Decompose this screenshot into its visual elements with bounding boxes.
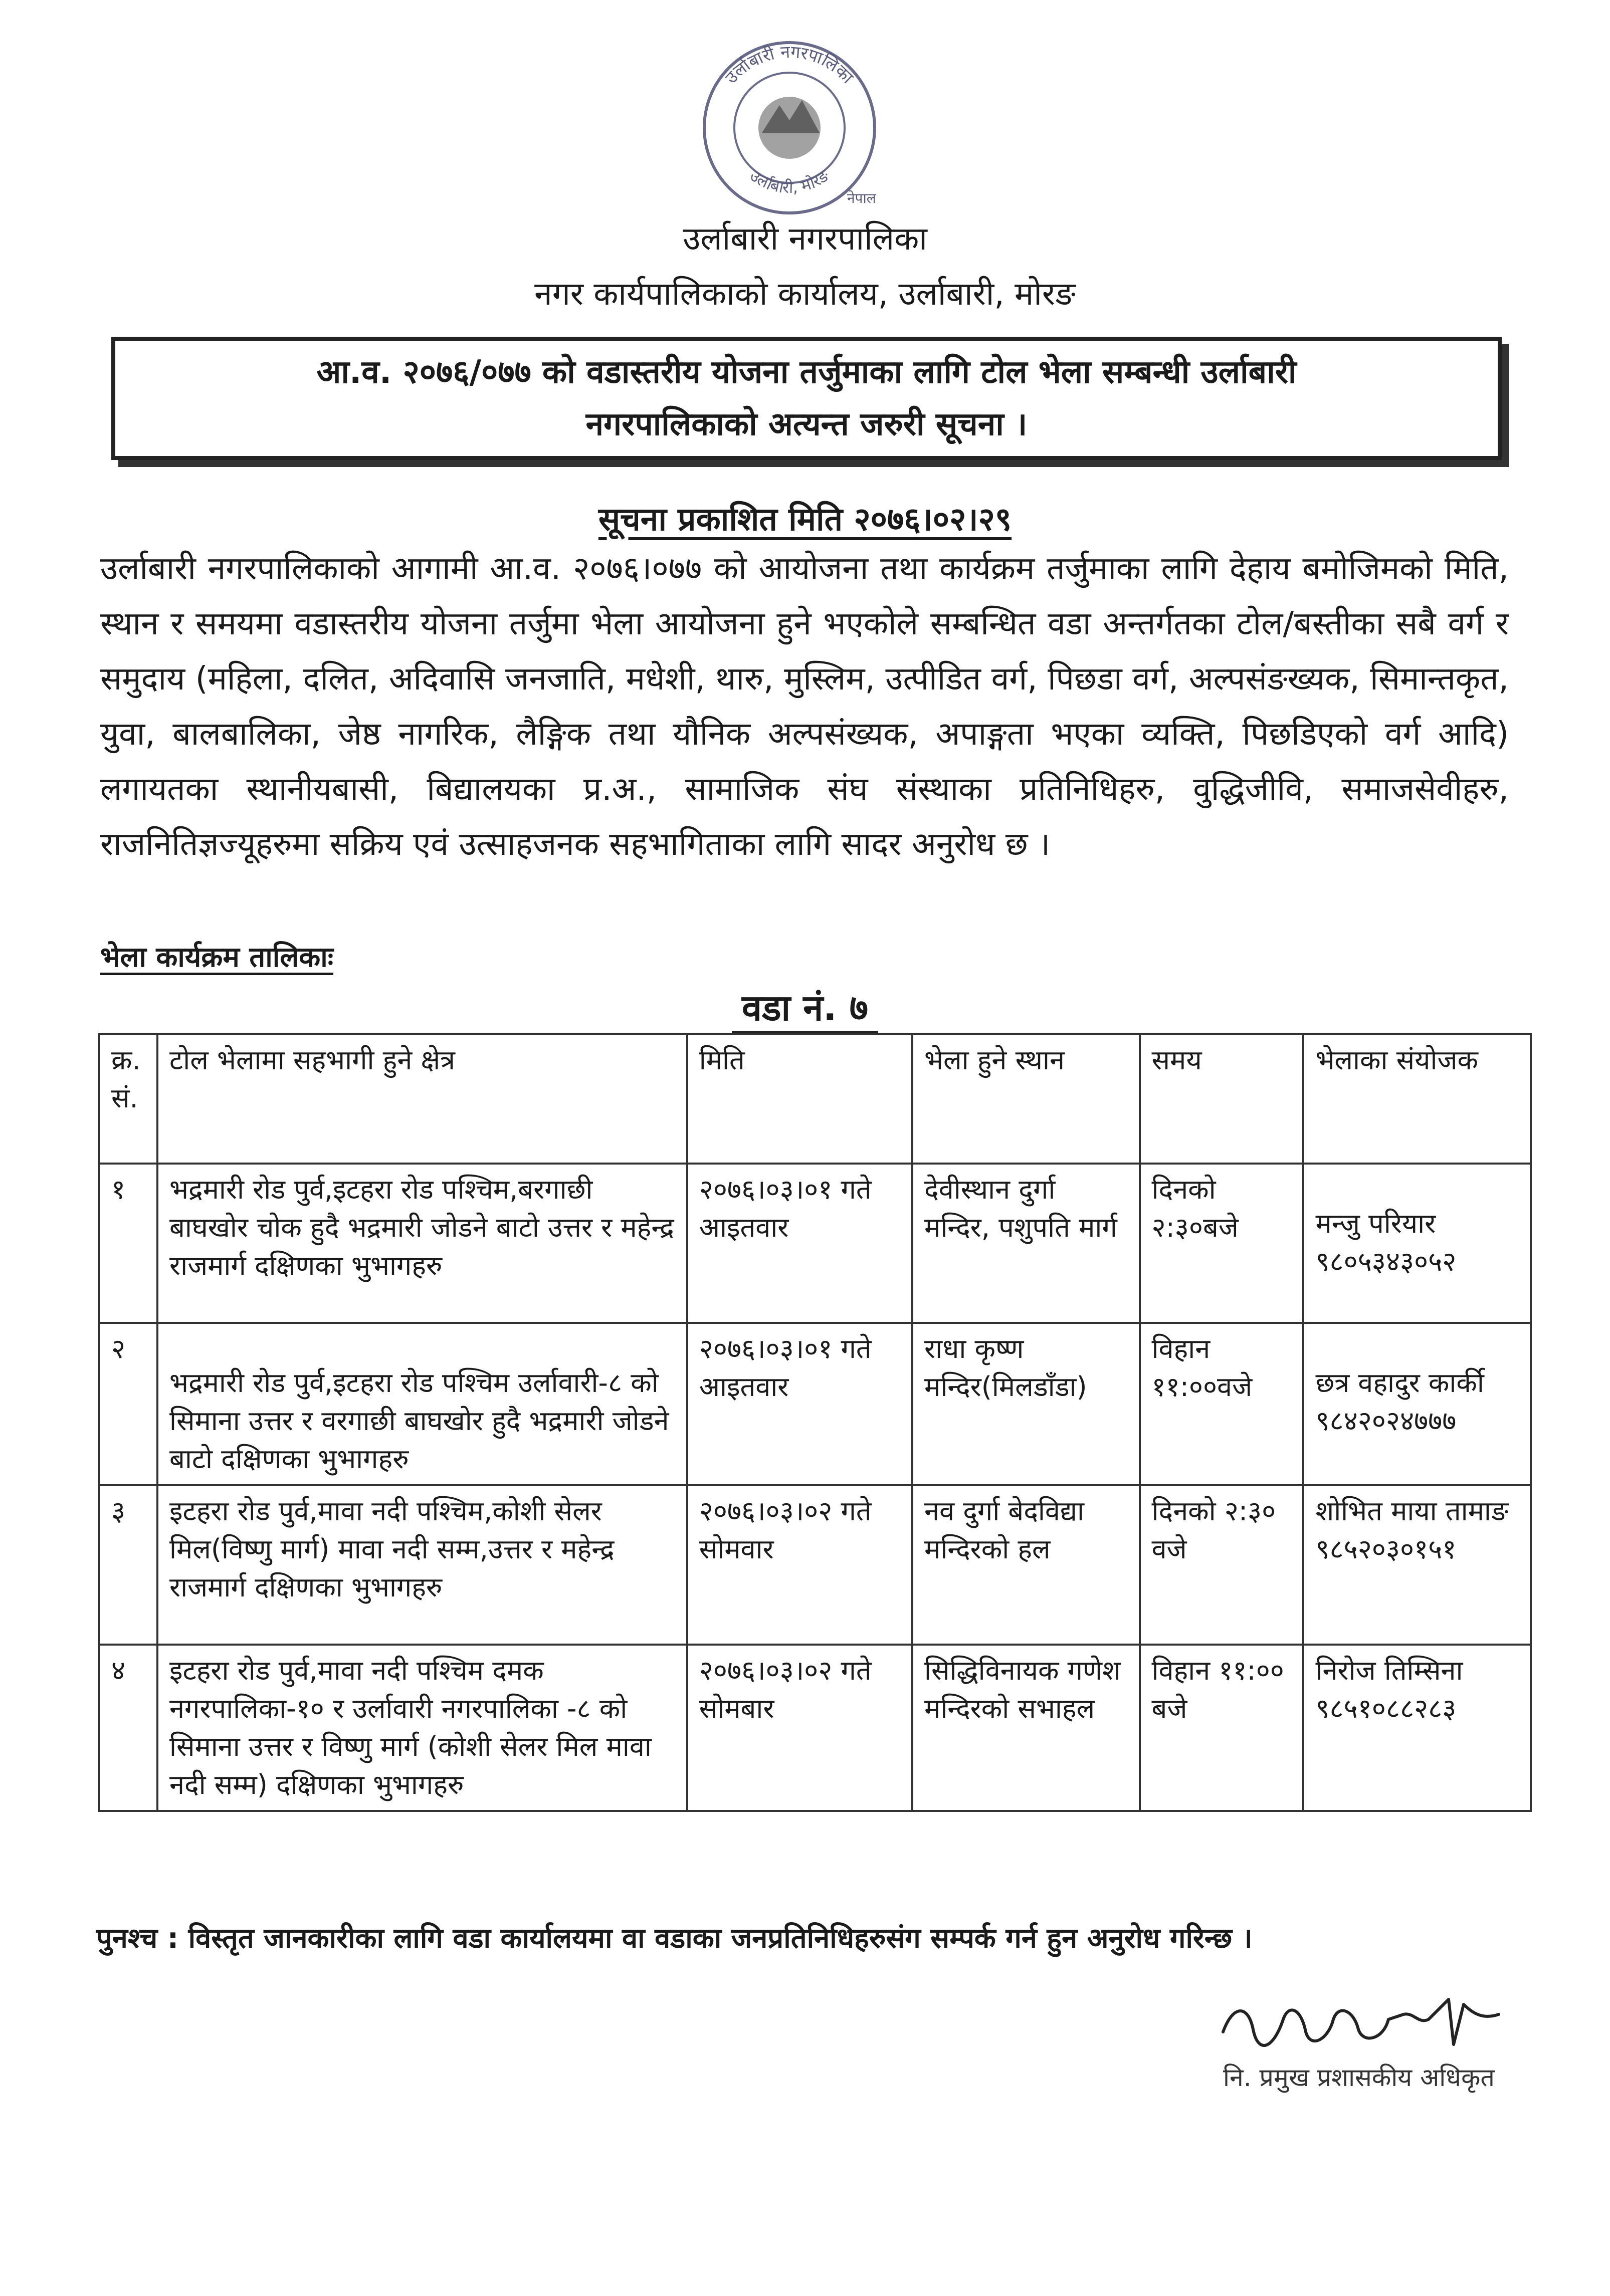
cell-sn: १ <box>99 1164 157 1323</box>
notice-title <box>317 346 1297 450</box>
office-address: नगर कार्यपालिकाको कार्यालय, उर्लाबारी, मोरङ <box>534 276 1076 313</box>
cell-sn: ४ <box>99 1645 157 1811</box>
cell-venue: सिद्धिविनायक गणेश मन्दिरको सभाहल <box>912 1645 1140 1811</box>
ward-label <box>0 982 1610 1031</box>
ward-label-text: वडा नं. ७ <box>732 987 878 1033</box>
signer-title: नि. प्रमुख प्रशासकीय अधिकृत <box>1223 2063 1495 2092</box>
header-sn: क्र. सं. <box>99 1034 157 1164</box>
coordinator-phone: ९८५१०८८२८३ <box>1315 1693 1457 1724</box>
table-row <box>99 1645 1531 1811</box>
cell-time: दिनको २:३० वजे <box>1140 1485 1304 1645</box>
cell-time: दिनको २:३०बजे <box>1140 1164 1304 1323</box>
cell-date: २०७६।०३।०१ गते आइतवार <box>687 1323 912 1485</box>
cell-area: भद्रमारी रोड पुर्व,इटहरा रोड पश्चिम उर्लावारी-८ को सिमाना उत्तर र वरगाछी बाघखोर हुदै भद्रमारी जोडने बाटो दक्षिणका भुभागहरु <box>157 1323 687 1485</box>
published-date <box>0 496 1610 540</box>
cell-coordinator <box>1303 1645 1531 1811</box>
cell-venue: देवीस्थान दुर्गा मन्दिर, पशुपति मार्ग <box>912 1164 1140 1323</box>
header-time: समय <box>1140 1034 1304 1164</box>
cell-coordinator <box>1303 1485 1531 1645</box>
header-coordinator: भेलाका संयोजक <box>1303 1034 1531 1164</box>
seal-text-country: नेपाल <box>847 190 876 206</box>
cell-area: इटहरा रोड पुर्व,मावा नदी पश्चिम,कोशी सेलर मिल(विष्णु मार्ग) मावा नदी सम्म,उत्तर र महेन्द्र राजमार्ग दक्षिणका भुभागहरु <box>157 1485 687 1645</box>
seal-text-bottom: उर्लाबारी, मोरङ <box>746 166 833 197</box>
header-venue: भेला हुने स्थान <box>912 1034 1140 1164</box>
coordinator-name: छत्र वहादुर कार्की <box>1315 1367 1484 1399</box>
cell-venue: नव दुर्गा बेदविद्या मन्दिरको हल <box>912 1485 1140 1645</box>
cell-area: भद्रमारी रोड पुर्व,इटहरा रोड पश्चिम,बरगाछी बाघखोर चोक हुदै भद्रमारी जोडने बाटो उत्तर र महेन्द्र राजमार्ग दक्षिणका भुभागहरु <box>157 1164 687 1323</box>
cell-area: इटहरा रोड पुर्व,मावा नदी पश्चिम दमक नगरपालिका-१० र उर्लावारी नगरपालिका -८ को सिमाना उत्तर र विष्णु मार्ग (कोशी सेलर मिल मावा नदी सम्म) दक्षिणका भुभागहरु <box>157 1645 687 1811</box>
schedule-table <box>98 1033 1532 1812</box>
schedule-label: भेला कार्यक्रम तालिकाः <box>100 941 334 974</box>
seal-text-top: उर्लाबारी नगरपालिका <box>721 42 858 88</box>
signature-icon <box>1213 1984 1514 2059</box>
table-row <box>99 1485 1531 1645</box>
cell-sn: ३ <box>99 1485 157 1645</box>
table-row <box>99 1323 1531 1485</box>
cell-date: २०७६।०३।०२ गते सोमवार <box>687 1485 912 1645</box>
coordinator-name: मन्जु परियार <box>1315 1208 1436 1239</box>
table-row <box>99 1164 1531 1323</box>
notice-title-line-2: नगरपालिकाको अत्यन्त जरुरी सूचना । <box>585 406 1028 443</box>
cell-sn: २ <box>99 1323 157 1485</box>
header-area: टोल भेलामा सहभागी हुने क्षेत्र <box>157 1034 687 1164</box>
seal-graphic <box>682 30 897 220</box>
published-date-text: सूचना प्रकाशित मिति २०७६।०२।२९ <box>598 501 1012 538</box>
municipal-seal-icon <box>682 30 897 220</box>
org-name: उर्लाबारी नगरपालिका <box>683 220 927 258</box>
cell-date: २०७६।०३।०१ गते आइतवार <box>687 1164 912 1323</box>
cell-coordinator <box>1303 1164 1531 1323</box>
header-date: मिति <box>687 1034 912 1164</box>
notice-title-box <box>111 337 1502 460</box>
notice-title-line-1: आ.व. २०७६/०७७ को वडास्तरीय योजना तर्जुमाका लागि टोल भेला सम्बन्धी उर्लाबारी <box>316 354 1297 391</box>
table-header-row <box>99 1034 1531 1164</box>
cell-coordinator <box>1303 1323 1531 1485</box>
signature-graphic <box>1213 1984 1514 2059</box>
cell-date: २०७६।०३।०२ गते सोमबार <box>687 1645 912 1811</box>
cell-venue: राधा कृष्ण मन्दिर(मिलडाँडा) <box>912 1323 1140 1485</box>
cell-time: विहान ११:०० बजे <box>1140 1645 1304 1811</box>
coordinator-phone: ९८०५३४३०५२ <box>1315 1246 1457 1277</box>
postscript: पुनश्च : विस्तृत जानकारीका लागि वडा कार्यालयमा वा वडाका जनप्रतिनिधिहरुसंग सम्पर्क गर्न हुन अनुरोध गरिन्छ । <box>96 1922 1253 1955</box>
coordinator-name: निरोज तिम्सिना <box>1315 1655 1463 1686</box>
coordinator-phone: ९८५२०३०१५१ <box>1315 1533 1457 1565</box>
coordinator-name: शोभित माया तामाङ <box>1315 1495 1509 1527</box>
cell-time: विहान ११:००वजे <box>1140 1323 1304 1485</box>
coordinator-phone: ९८४२०२४७७७ <box>1315 1405 1457 1437</box>
notice-body: उर्लाबारी नगरपालिकाको आगामी आ.व. २०७६।०७७ को आयोजना तथा कार्यक्रम तर्जुमाका लागि देहाय बमोजिमको मिति, स्थान र समयमा वडास्तरीय योजना तर्जुमा भेला आयोजना हुने भएकोले सम्बन्धित वडा अन्तर्गतका टोल/बस्तीका सबै वर्ग र समुदाय (महिला, दलित, अदिवासि जनजाति, मधेशी, थारु, मुस्लिम, उत्पीडित वर्ग, पिछडा वर्ग, अल्पसंङख्यक, सिमान्तकृत, युवा, बालबालिका, जेष्ठ नागरिक, लैङ्गिक तथा यौनिक अल्पसंख्यक, अपाङ्गता भएका व्यक्ति, पिछडिएको वर्ग आदि) लगायतका स्थानीयबासी, बिद्यालयका प्र.अ., सामाजिक संघ संस्थाका प्रतिनिधिहरु, वुद्धिजीवि, समाजसेवीहरु, राजनितिज्ञज्यूहरुमा सक्रिय एवं उत्साहजनक सहभागिताका लागि सादर अनुरोध छ । <box>100 550 1509 863</box>
